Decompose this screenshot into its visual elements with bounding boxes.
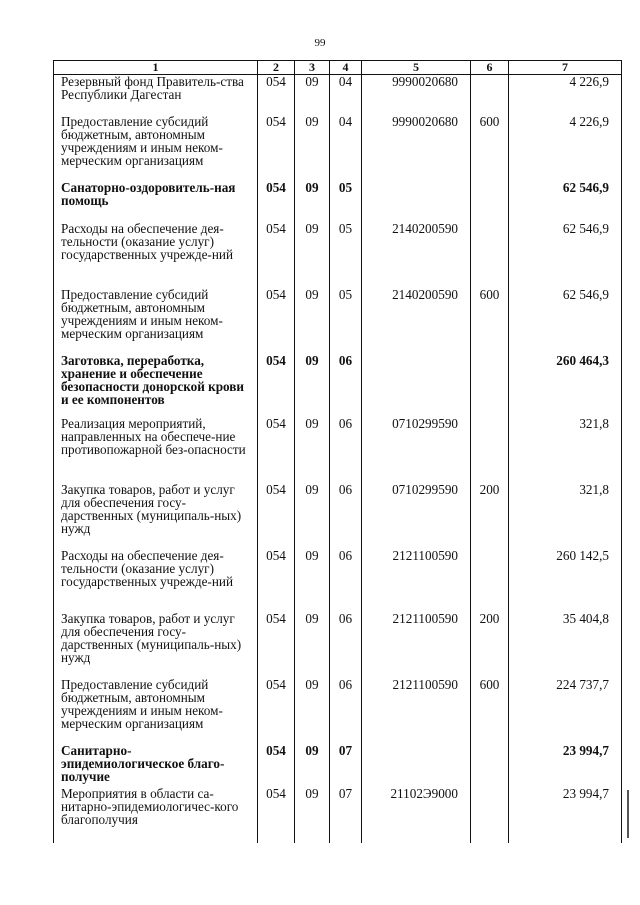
row-col-3-cell: 09: [295, 744, 330, 787]
row-col-4-cell: 04: [330, 75, 362, 115]
row-col-4-cell: 04: [330, 115, 362, 181]
table-row: [54, 222, 622, 288]
row-col-7-cell: 4 226,9: [509, 75, 622, 115]
table-row: [54, 75, 622, 115]
row-col-5-cell: 2121100590: [362, 549, 471, 612]
row-col-5-cell: 2140200590: [362, 222, 471, 288]
row-col-4-cell: 05: [330, 288, 362, 354]
row-col-7-cell: 23 994,7: [509, 744, 622, 787]
row-col-5-cell: 0710299590: [362, 417, 471, 483]
row-name-cell: Закупка товаров, работ и услуг для обеспечения госу-дарственных (муниципаль-ных) нужд: [54, 483, 258, 549]
row-col-4-cell: 07: [330, 744, 362, 787]
row-col-6-cell: [471, 75, 509, 115]
row-col-2-cell: 054: [258, 115, 295, 181]
row-col-4-cell: 07: [330, 787, 362, 843]
row-col-7-cell: 260 464,3: [509, 354, 622, 417]
row-col-4-cell: 06: [330, 678, 362, 744]
header-row: [54, 61, 622, 75]
row-col-6-cell: 200: [471, 612, 509, 678]
row-col-4-cell: 06: [330, 354, 362, 417]
row-col-4-cell: 06: [330, 417, 362, 483]
row-name-cell: Предоставление субсидий бюджетным, автономным учреждениям и иным неком-мерческим организациям: [54, 678, 258, 744]
row-col-2-cell: 054: [258, 787, 295, 843]
column-header-2: 2: [258, 61, 295, 75]
row-name-cell: Санаторно-оздоровитель-ная помощь: [54, 181, 258, 222]
row-col-3-cell: 09: [295, 678, 330, 744]
table-row: [54, 483, 622, 549]
row-col-6-cell: [471, 181, 509, 222]
row-col-7-cell: 4 226,9: [509, 115, 622, 181]
row-col-7-cell: 321,8: [509, 417, 622, 483]
row-col-5-cell: 21102Э9000: [362, 787, 471, 843]
row-name-cell: Резервный фонд Правитель-ства Республики Дагестан: [54, 75, 258, 115]
row-col-3-cell: 09: [295, 75, 330, 115]
row-col-5-cell: [362, 354, 471, 417]
row-col-4-cell: 06: [330, 612, 362, 678]
row-name-cell: Реализация мероприятий, направленных на обеспече-ние противопожарной без-опасности: [54, 417, 258, 483]
column-header-3: 3: [295, 61, 330, 75]
row-col-5-cell: 2140200590: [362, 288, 471, 354]
row-name-cell: Заготовка, переработка, хранение и обеспечение безопасности донорской крови и ее компонентов: [54, 354, 258, 417]
row-col-5-cell: 9990020680: [362, 115, 471, 181]
row-name-cell: Предоставление субсидий бюджетным, автономным учреждениям и иным неком-мерческим организациям: [54, 288, 258, 354]
row-col-2-cell: 054: [258, 354, 295, 417]
row-col-4-cell: 05: [330, 222, 362, 288]
section-row: [54, 744, 622, 787]
column-header-5: 5: [362, 61, 471, 75]
row-col-6-cell: 600: [471, 115, 509, 181]
section-row: [54, 354, 622, 417]
row-name-cell: Мероприятия в области са-нитарно-эпидемиологичес-кого благополучия: [54, 787, 258, 843]
row-col-3-cell: 09: [295, 787, 330, 843]
row-col-2-cell: 054: [258, 181, 295, 222]
row-col-7-cell: 62 546,9: [509, 181, 622, 222]
table-row: [54, 549, 622, 612]
column-header-4: 4: [330, 61, 362, 75]
row-col-2-cell: 054: [258, 678, 295, 744]
page-number: 99: [314, 37, 326, 49]
row-col-5-cell: 0710299590: [362, 483, 471, 549]
row-col-3-cell: 09: [295, 354, 330, 417]
row-col-7-cell: 224 737,7: [509, 678, 622, 744]
row-col-7-cell: 23 994,7: [509, 787, 622, 843]
row-name-cell: Предоставление субсидий бюджетным, автономным учреждениям и иным неком-мерческим организациям: [54, 115, 258, 181]
scan-edge-mark: [627, 790, 629, 838]
row-col-2-cell: 054: [258, 483, 295, 549]
row-col-3-cell: 09: [295, 181, 330, 222]
row-col-6-cell: 600: [471, 288, 509, 354]
row-col-5-cell: 9990020680: [362, 75, 471, 115]
column-header-1: 1: [54, 61, 258, 75]
column-header-7: 7: [509, 61, 622, 75]
table-row: [54, 417, 622, 483]
row-col-6-cell: 600: [471, 678, 509, 744]
row-col-6-cell: [471, 354, 509, 417]
row-col-2-cell: 054: [258, 549, 295, 612]
row-col-6-cell: [471, 222, 509, 288]
row-col-6-cell: [471, 417, 509, 483]
row-col-3-cell: 09: [295, 483, 330, 549]
column-header-6: 6: [471, 61, 509, 75]
row-name-cell: Санитарно-эпидемиологическое благо-получие: [54, 744, 258, 787]
row-col-3-cell: 09: [295, 288, 330, 354]
row-col-4-cell: 06: [330, 483, 362, 549]
section-row: [54, 181, 622, 222]
row-col-6-cell: [471, 744, 509, 787]
row-col-3-cell: 09: [295, 115, 330, 181]
row-name-cell: Расходы на обеспечение дея-тельности (оказание услуг) государственных учрежде-ний: [54, 222, 258, 288]
row-col-3-cell: 09: [295, 222, 330, 288]
row-col-4-cell: 06: [330, 549, 362, 612]
row-col-3-cell: 09: [295, 417, 330, 483]
row-col-5-cell: [362, 744, 471, 787]
table-row: [54, 678, 622, 744]
row-col-2-cell: 054: [258, 417, 295, 483]
row-col-7-cell: 62 546,9: [509, 222, 622, 288]
row-col-7-cell: 260 142,5: [509, 549, 622, 612]
table-body: [54, 75, 622, 843]
row-col-6-cell: [471, 787, 509, 843]
row-name-cell: Закупка товаров, работ и услуг для обеспечения госу-дарственных (муниципаль-ных) нужд: [54, 612, 258, 678]
row-col-3-cell: 09: [295, 612, 330, 678]
row-col-2-cell: 054: [258, 612, 295, 678]
table-row: [54, 612, 622, 678]
row-col-2-cell: 054: [258, 288, 295, 354]
row-col-2-cell: 054: [258, 222, 295, 288]
row-col-2-cell: 054: [258, 75, 295, 115]
row-col-7-cell: 62 546,9: [509, 288, 622, 354]
row-col-7-cell: 35 404,8: [509, 612, 622, 678]
row-col-6-cell: 200: [471, 483, 509, 549]
budget-table: [53, 60, 622, 843]
row-col-2-cell: 054: [258, 744, 295, 787]
row-col-7-cell: 321,8: [509, 483, 622, 549]
row-col-5-cell: 2121100590: [362, 678, 471, 744]
row-col-6-cell: [471, 549, 509, 612]
table-row: [54, 288, 622, 354]
table-row: [54, 115, 622, 181]
row-col-3-cell: 09: [295, 549, 330, 612]
table-row: [54, 787, 622, 843]
row-col-5-cell: 2121100590: [362, 612, 471, 678]
row-name-cell: Расходы на обеспечение дея-тельности (оказание услуг) государственных учрежде-ний: [54, 549, 258, 612]
row-col-5-cell: [362, 181, 471, 222]
row-col-4-cell: 05: [330, 181, 362, 222]
